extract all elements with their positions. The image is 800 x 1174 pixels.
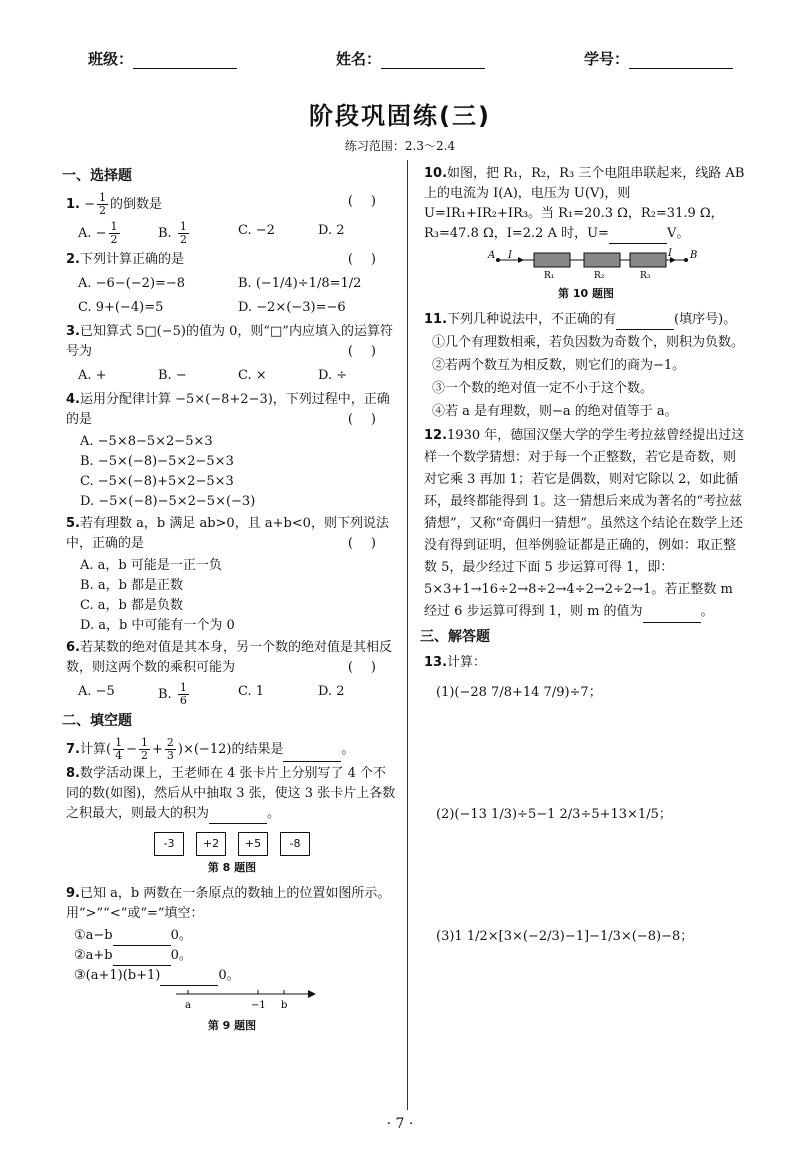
q8-answer-blank[interactable] (209, 809, 267, 824)
question-3 (66, 322, 398, 362)
answer-bracket[interactable]: () (347, 536, 394, 551)
label-b: b (281, 1000, 288, 1011)
question-number: 8. (66, 766, 80, 781)
q9-item-1: ①a−b (74, 928, 113, 943)
q2-text: 下列计算正确的是 (79, 252, 184, 267)
label-r1: R₁ (544, 271, 555, 281)
q1-options (78, 221, 398, 246)
answer-bracket[interactable]: () (347, 660, 394, 675)
option-a[interactable]: A. a，b 可能是一正一负 (80, 558, 222, 573)
option-a[interactable]: A. −5×8−5×2−5×3 (80, 434, 213, 449)
resistor-r2 (584, 253, 620, 267)
resistor-r3 (630, 253, 666, 267)
q3-text: 已知算式 5□(−5)的值为 0，则“□”内应填入的运算符号为 (66, 324, 393, 359)
q7-answer-blank[interactable] (283, 747, 341, 762)
number-card: +2 (196, 832, 226, 856)
question-number: 2. (66, 252, 80, 267)
answer-space[interactable] (424, 703, 748, 795)
page-number: · 7 · (386, 1116, 414, 1132)
question-8 (66, 764, 398, 824)
option-a[interactable]: A. −5 (78, 684, 115, 699)
question-number: 3. (66, 324, 80, 339)
q9-blank-3[interactable] (160, 971, 218, 986)
option-d[interactable]: D. ÷ (318, 368, 348, 383)
column-divider (407, 160, 408, 1110)
option-c[interactable]: C. 9+(−4)=5 (78, 300, 164, 315)
circuit-figure (424, 248, 748, 282)
section-fill: 二、填空题 (62, 713, 132, 729)
q1-sign: − (84, 197, 96, 212)
q3-options (78, 366, 398, 386)
name-field[interactable] (336, 48, 485, 69)
question-4 (66, 390, 398, 430)
option-b[interactable]: B. −5×(−8)−5×2−5×3 (80, 454, 234, 469)
q7-prefix: 计算 (79, 742, 106, 757)
student-id-field[interactable] (584, 48, 733, 69)
question-number: 12. (424, 428, 448, 443)
name-label: 姓名： (336, 50, 382, 68)
statement-4: ④若 a 是有理数，则−a 的绝对值等于 a。 (432, 404, 678, 419)
option-a[interactable]: A. − $\frac{1}{2}$ (78, 220, 118, 246)
option-c[interactable]: C. −2 (238, 223, 275, 238)
label-i-left: I (508, 250, 512, 261)
question-number: 13. (424, 655, 448, 670)
q1-fraction: $\frac{1}{2}$ (99, 191, 107, 217)
question-13 (424, 653, 748, 673)
question-number: 7. (66, 742, 80, 757)
q13-part-2: (2)(−13 1/3)÷5−1 2/3÷5+13×1/5； (436, 807, 672, 822)
option-b[interactable]: B. − (158, 368, 187, 383)
label-a: a (185, 1000, 191, 1011)
number-card: +5 (238, 832, 268, 856)
option-d[interactable]: D. −2×(−3)=−6 (238, 300, 346, 315)
q2-options (78, 274, 398, 318)
q5-text: 若有理数 a，b 满足 ab>0，且 a+b<0，则下列说法中，正确的是 (66, 516, 389, 551)
zero-label: 0。 (218, 968, 240, 983)
option-b[interactable]: B. $\frac{1}{2}$ (158, 220, 187, 246)
label-a: A (488, 250, 496, 261)
page-title: 阶段巩固练(三) (309, 102, 491, 130)
q11-statements (432, 333, 748, 422)
resistor-r1 (534, 253, 570, 267)
question-number: 10. (424, 166, 448, 181)
answer-bracket[interactable]: () (347, 344, 394, 359)
figure-caption: 第 10 题图 (558, 287, 614, 300)
option-d[interactable]: D. 2 (318, 223, 345, 238)
q9-items (74, 926, 398, 986)
q12-text: 1930 年，德国汉堡大学的学生考拉兹曾经提出过这样一个数学猜想：对于每一个正整数，若它是奇数，则对它乘 3 再加 1；若它是偶数，则对它除以 2，如此循环，最终都能得到 1。这一猜想后来成为著名的“考拉兹猜想”，又称“奇偶归一猜想”。虽然这个结论在数学上还没有得到证明，但举例验证都是正确的，例如：取正整数 5，最少经过下面 5 步运算可得 1，即：5×3+1→16÷2→8÷2→4÷2→2÷2→1。若正整数 m 经过 6 步运算可得到 1，则 m 的值为 (424, 428, 745, 619)
question-number: 5. (66, 516, 80, 531)
q11-end: (填序号)。 (674, 312, 737, 327)
question-number: 4. (66, 392, 80, 407)
answer-bracket[interactable]: () (347, 194, 394, 209)
q10-text: 如图，把 R₁，R₂，R₃ 三个电阻串联起来，线路 AB 上的电流为 I(A)，电压为 U(V)，则 U=IR₁+IR₂+IR₃。当 R₁=20.3 Ω，R₂=31.9 Ω，R₃=47.8 Ω，I=2.2 A 时，U= (424, 166, 745, 241)
current-arrow-left (518, 257, 524, 263)
zero-label: 0。 (170, 928, 192, 943)
section-choice: 一、选择题 (62, 168, 132, 184)
question-number: 11. (424, 312, 448, 327)
option-a[interactable]: A. + (78, 368, 107, 383)
option-c[interactable]: C. 1 (238, 684, 265, 699)
question-number: 6. (66, 640, 80, 655)
axis-arrow (308, 990, 316, 998)
q12-end: 。 (700, 604, 714, 619)
question-number: 1. (66, 197, 80, 212)
terminal-b (684, 258, 688, 262)
statement-2: ②若两个数互为相反数，则它们的商为−1。 (432, 358, 686, 373)
question-2 (66, 250, 398, 270)
q4-options (66, 432, 398, 512)
option-b[interactable]: B. a，b 都是正数 (80, 578, 184, 593)
q9-item-2: ②a+b (74, 948, 113, 963)
q11-text: 下列几种说法中，不正确的有 (447, 312, 617, 327)
question-10 (424, 164, 748, 244)
statement-1: ①几个有理数相乘，若负因数为奇数个，则积为负数。 (432, 335, 745, 350)
question-5 (66, 514, 398, 554)
q9-blank-2[interactable] (113, 951, 171, 966)
label-r2: R₂ (594, 271, 605, 281)
terminal-a (496, 258, 500, 262)
q8-cards (66, 832, 398, 856)
q11-answer-blank[interactable] (616, 315, 674, 330)
question-9 (66, 884, 398, 924)
option-d[interactable]: D. a，b 中可能有一个为 0 (80, 618, 235, 633)
right-column (420, 162, 748, 947)
option-c[interactable]: C. × (238, 368, 267, 383)
q8-end: 。 (267, 806, 281, 821)
label-minus-1: −1 (251, 1000, 266, 1011)
q13-part-3: (3)1 1/2×[3×(−2/3)−1]−1/3×(−8)−8； (436, 929, 694, 944)
left-column (62, 162, 398, 1042)
q8-text: 数学活动课上，王老师在 4 张卡片上分别写了 4 个不同的数(如图)，然后从中抽取 3 张，使这 3 张卡片上各数之积最大，则最大的积为 (66, 766, 396, 821)
answer-bracket[interactable]: () (347, 252, 394, 267)
question-number: 9. (66, 886, 80, 901)
label-b: B (690, 250, 698, 261)
name-blank[interactable] (381, 52, 485, 69)
q10-end: V。 (666, 226, 690, 241)
answer-bracket[interactable]: () (347, 412, 394, 427)
q7-text: ×(−12)的结果是 (182, 742, 284, 757)
q9-text: 已知 a，b 两数在一条原点的数轴上的位置如图所示。用“>”“<”或“=”填空： (66, 886, 391, 921)
student-id-label: 学号： (584, 50, 630, 68)
student-info-header (0, 48, 800, 72)
option-c[interactable]: C. a，b 都是负数 (80, 598, 183, 613)
q7-end: 。 (341, 742, 355, 757)
question-7: 7.计算( $\frac{1}{4}$ − $\frac{1}{2}$ + $\frac{2}{3}$ )×(−12)的结果是 。 (66, 736, 355, 762)
q4-text: 运用分配律计算 −5×(−8+2−3)，下列过程中，正确的是 (66, 392, 390, 427)
option-d[interactable]: D. 2 (318, 684, 345, 699)
figure-caption: 第 9 题图 (207, 1019, 257, 1032)
zero-label: 0。 (170, 948, 192, 963)
class-field[interactable] (88, 48, 237, 69)
number-line-figure (66, 986, 398, 1014)
option-c[interactable]: C. −5×(−8)+5×2−5×3 (80, 474, 234, 489)
number-card: -3 (154, 832, 184, 856)
class-label: 班级： (88, 50, 134, 68)
statement-3: ③一个数的绝对值一定不小于这个数。 (432, 381, 654, 396)
question-6 (66, 638, 398, 678)
option-b[interactable]: B. $\frac{1}{6}$ (158, 681, 187, 707)
label-r3: R₃ (640, 271, 651, 281)
question-1 (66, 192, 398, 217)
option-a[interactable]: A. −6−(−2)=−8 (78, 276, 186, 291)
label-i-right: I (668, 248, 672, 259)
student-id-blank[interactable] (629, 52, 733, 69)
number-card: -8 (280, 832, 310, 856)
practice-range: 练习范围：2.3～2.4 (344, 139, 456, 153)
q12-answer-blank[interactable] (643, 608, 701, 623)
option-d[interactable]: D. −5×(−8)−5×2−5×(−3) (80, 494, 256, 509)
class-blank[interactable] (133, 52, 237, 69)
answer-space[interactable] (424, 825, 748, 917)
q13-part-1: (1)(−28 7/8+14 7/9)÷7； (436, 685, 602, 700)
q13-text: 计算： (447, 655, 487, 670)
q6-options (78, 682, 398, 707)
q1-text: 的倒数是 (110, 197, 163, 212)
q10-answer-blank[interactable] (609, 229, 667, 244)
option-b[interactable]: B. (−1/4)÷1/8=1/2 (238, 276, 362, 291)
question-11 (424, 310, 748, 330)
q9-item-3: ③(a+1)(b+1) (74, 968, 161, 983)
q6-text: 若某数的绝对值是其本身，另一个数的绝对值是其相反数，则这两个数的乘积可能为 (66, 640, 392, 675)
figure-caption: 第 8 题图 (207, 861, 257, 874)
section-answer: 三、解答题 (420, 629, 490, 645)
q9-blank-1[interactable] (113, 931, 171, 946)
q5-options (66, 556, 398, 636)
question-12 (424, 425, 748, 623)
